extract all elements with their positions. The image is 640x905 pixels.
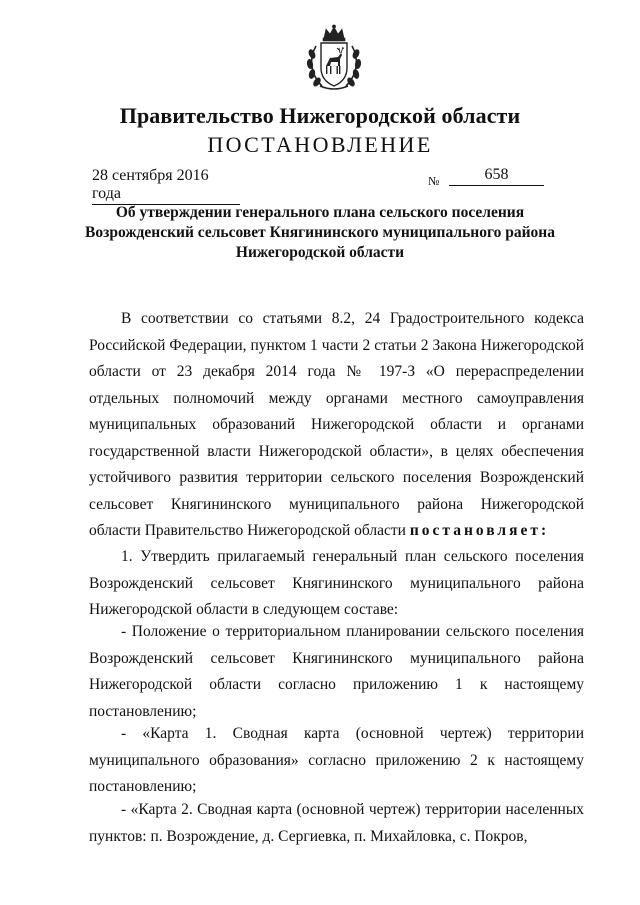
preamble-text: В соответствии со статьями 8.2, 24 Градостроительного кодекса Российской Федерации, пунктом 1 части 2 статьи 2 Закона Нижегородской области от 23 декабря 2014 года № 197-З «О перераспределении отдельных полномочий между органами местного самоуправления муниципальных образований Нижегородской области и органами государственной власти Нижегородской области», в целях обеспечения устойчивого развития территории сельского поселения Возрожденский сельсовет Княгининского муниципального района Нижегородской области Правительство Нижегородской области (89, 310, 584, 539)
document-subject: Об утверждении генерального плана сельского поселения Возрожденский сельсовет Княгининского муниципального района Нижегородской области (85, 204, 555, 261)
document-number: 658 (449, 166, 544, 186)
sub-item-map-1-text: - «Карта 1. Сводная карта (основной чертеж) территории муниципального образования» согласно приложению 2 к настоящему постановлению; (89, 725, 584, 795)
item-1-paragraph (89, 544, 584, 624)
sub-item-position-text: - Положение о территориальном планировании сельского поселения Возрожденский сельсовет Княгининского муниципального района Нижегородской области согласно приложению 1 к настоящему постановлению; (89, 623, 584, 720)
sub-item-map-1 (89, 721, 584, 801)
sub-item-map-2-text: - «Карта 2. Сводная карта (основной чертеж) территории населенных пунктов: п. Возрождение, д. Сергиевка, п. Михайловка, с. Покров, (89, 801, 584, 845)
resolves-keyword: постановляет: (409, 522, 550, 539)
item-1-text: 1. Утвердить прилагаемый генеральный план сельского поселения Возрожденский сельсовет Княгининского муниципального района Нижегородской области в следующем составе: (89, 548, 584, 618)
coat-of-arms-icon (304, 24, 364, 92)
government-title: Правительство Нижегородской области (119, 103, 521, 128)
number-sign: № (428, 174, 440, 188)
document-type-heading: ПОСТАНОВЛЕНИЕ (207, 132, 433, 157)
sub-item-position (89, 619, 584, 725)
preamble-paragraph (89, 306, 584, 545)
sub-item-map-2 (89, 797, 584, 850)
document-date: 28 сентября 2016 года (92, 167, 240, 205)
